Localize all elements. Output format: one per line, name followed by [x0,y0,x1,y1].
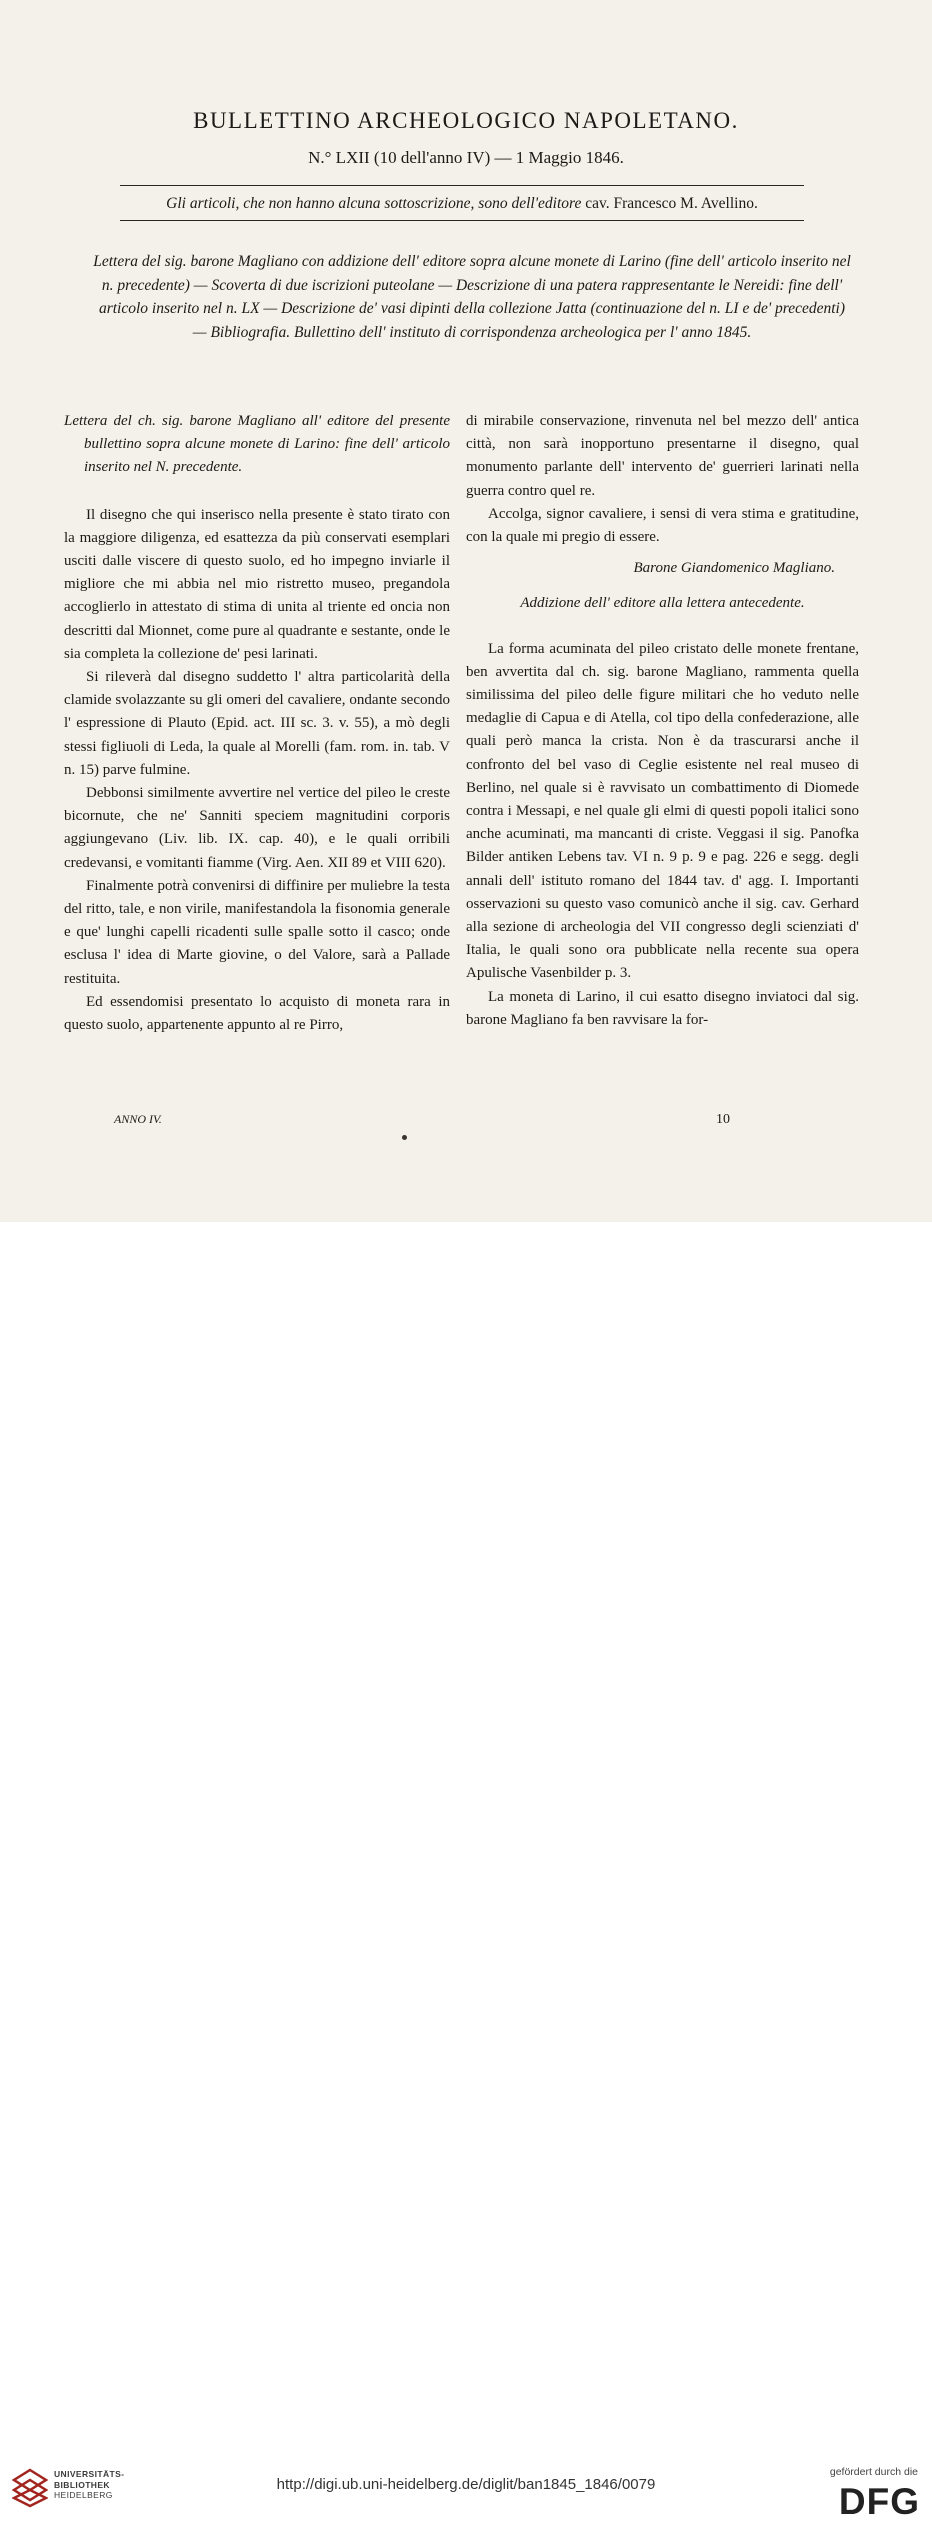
right-column [466,410,859,1032]
scanned-page [0,0,932,1222]
article-heading: Lettera del ch. sig. barone Magliano all' editore del presente bullettino sopra alcune monete di Larino: fine dell' articolo inserito nel N. precedente. [64,413,450,476]
sheet-number: 10 [716,1112,730,1127]
table-of-contents: Lettera del sig. barone Magliano con addizione dell' editore sopra alcune monete di Larino (fine dell' articolo inserito nel n. precedente) — Scoverta di due iscrizioni puteolane — Descrizione di una patera rappresentante le Nereidi: fine dell' articolo inserito nel n. LX — Descrizione de' vasi dipinti della collezione Jatta (continuazione del n. LI e de' precedenti) — Bibliografia. Bullettino dell' instituto di corrispondenza archeologica per l' anno 1845. [93,253,851,341]
paragraph: La forma acuminata del pileo cristato delle monete frentane, ben avvertita dal ch. sig. barone Magliano, rammenta quella similissima del pileo delle figure militari che ho veduto nelle medaglie di Capua e di Atella, col tipo della confederazione, alle quali però manca la crista. Non è da trascurarsi anche il confronto del bel vaso di Ceglie esistente nel real museo di Berlino, nel quale si è ravvisato un combattimento di Diomede contra i Messapi, e nel quale gli elmi di questi popoli italici sono anche acuminati, ma mancanti di criste. Veggasi il sig. Panofka Bilder antiken Lebens tav. VI n. 9 p. 9 e pag. 226 e segg. degli annali dell' istituto romano del 1844 tav. d' agg. I. Importanti osservazioni su questo vaso comunicò anche il sig. cav. Gerhard alla sezione di archeologia del VII congresso degli scienziati d' Italia, le quali sono ora pubblicate nella recente sua opera Apulische Vasenbilder p. 3. [466,640,859,982]
editor-note [120,195,804,213]
dfg-logo: DFG [838,2481,920,2522]
editor-note-text: Gli articoli, che non hanno alcuna sottoscrizione, sono dell'editore [166,195,582,212]
library-city: HEIDELBERG [54,2490,113,2500]
paragraph: Ed essendomisi presentato lo acquisto di moneta rara in questo suolo, appartenente appunto al re Pirro, [64,993,450,1034]
funded-by-label: gefördert durch die [829,2466,918,2478]
bottom-rule [120,220,804,221]
viewer-footer [0,1222,932,2522]
paragraph: Si rileverà dal disegno suddetto l' altra particolarità della clamide svolazzante su gli omeri del cavaliere, ondante secondo l' espressione di Plauto (Epid. act. III sc. 3. v. 55), a mò degli stessi figliuoli di Leda, la quale al Morelli (fam. rom. in. tab. V n. 15) parve fulmine. [64,669,450,778]
library-line: BIBLIOTHEK [54,2479,110,2490]
paragraph: Finalmente potrà convenirsi di diffinire per muliebre la testa del ritto, tale, e non virile, manifestandola la fisonomia generale e que' lunghi capelli ricadenti sulle spalle sotto il casco; onde esclusa l' idea di Marte giovine, o del Valore, sarà a Pallade restituita. [64,877,450,987]
editor-name: cav. Francesco M. Avellino. [585,195,758,212]
addition-heading: Addizione dell' editore alla lettera antecedente. [520,595,805,612]
paragraph: La moneta di Larino, il cui esatto disegno inviatoci dal sig. barone Magliano fa ben ravvisare la for- [466,988,859,1028]
paragraph: Accolga, signor cavaliere, i sensi di vera stima e gratitudine, con la quale mi pregio di essere. [466,505,859,546]
library-line: UNIVERSITÄTS- [54,2469,125,2479]
issue-line: N.° LXII (10 dell'anno IV) — 1 Maggio 1846. [308,148,624,167]
top-rule [120,185,804,186]
journal-title: BULLETTINO ARCHEOLOGICO NAPOLETANO. [193,108,739,133]
permalink[interactable]: http://digi.ub.uni-heidelberg.de/diglit/ban1845_1846/0079 [276,2476,656,2493]
paragraph: di mirabile conservazione, rinvenuta nel bel mezzo dell' antica città, non sarà inopportuno presentarne il disegno, qual monumento parlante dell' intervento de' guerrieri larinati nella guerra contro quel re. [466,413,859,499]
ink-dot [402,1135,407,1140]
paragraph: Debbonsi similmente avvertire nel vertice del pileo le creste bicornute, che ne' Sanniti speciem magnitudini corporis aggiungevano (Liv. lib. IX. cap. 40), e le quali orribili credevansi, e vomitanti fiamme (Virg. Aen. XII 89 et VIII 620). [64,785,450,871]
left-column [64,410,450,1037]
paragraph: Il disegno che qui inserisco nella presente è stato tirato con la maggiore diligenza, ed esattezza da più conservati esemplari usciti dalle viscere di questo suolo, ed ho impegno inviarle il migliore che mi abbia nel mio ristretto museo, pregandola accoglierlo in attestato di stima di unita al triente ed oncia non descritti dal Mionnet, come pure al quadrante e sestante, onde le sia completa la collezione de' pesi larinati. [64,506,450,662]
volume-signature: ANNO IV. [114,1112,162,1126]
signature: Barone Giandomenico Magliano. [633,560,835,577]
